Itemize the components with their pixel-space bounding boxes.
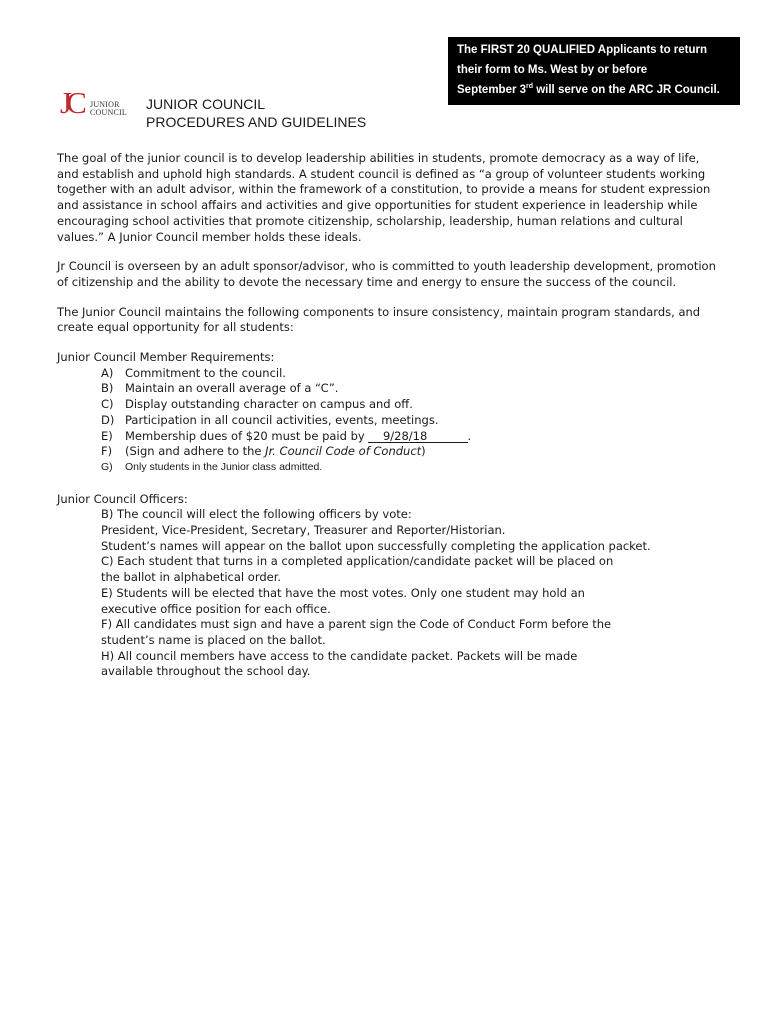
list-item: C) Display outstanding character on campus and off. bbox=[101, 397, 413, 412]
officers-line: B) The council will elect the following officers by vote: bbox=[101, 507, 412, 522]
officers-line: F) All candidates must sign and have a parent sign the Code of Conduct Form before the bbox=[101, 617, 612, 632]
requirements-list bbox=[57, 366, 722, 476]
intro-paragraph-sponsor: Jr Council is overseen by an adult sponsor/advisor, who is committed to youth leadership development, promotion of citizenship and the ability to devote the necessary time and energy to ensure the success of the council. bbox=[57, 259, 716, 289]
title-line-2: PROCEDURES AND GUIDELINES bbox=[146, 114, 367, 130]
junior-council-logo bbox=[60, 85, 128, 122]
logo-word-junior: JUNIOR bbox=[90, 100, 120, 109]
officers-line: C) Each student that turns in a completed application/candidate packet will be placed on bbox=[101, 554, 614, 569]
officers-line: President, Vice-President, Secretary, Treasurer and Reporter/Historian. bbox=[101, 523, 506, 538]
notice-line-2: their form to Ms. West by or before bbox=[457, 64, 648, 76]
intro-paragraph-components: The Junior Council maintains the following components to insure consistency, maintain program standards, and create equal opportunity for all students: bbox=[57, 304, 701, 335]
list-item: D) Participation in all council activities, events, meetings. bbox=[101, 412, 439, 427]
dues-date-blank: 9/28/18 bbox=[368, 428, 468, 443]
intro-paragraph-goal: The goal of the junior council is to develop leadership abilities in students, promote democracy as a way of life, and establish and uphold high standards. A student council is defined as “a group of volunteer students working together with an adult advisor, within the framework of a constitution, to provide a means for student expression and assistance in school affairs and activities and give opportunities for student experience in leadership while encouraging school activities that promote citizenship, scholarship, leadership, human relations and cultural values.” A Junior Council member holds these ideals. bbox=[57, 151, 711, 244]
officers-section bbox=[57, 507, 722, 680]
list-item: A) Commitment to the council. bbox=[101, 365, 286, 380]
officers-line: Student’s names will appear on the ballot upon successfully completing the application packet. bbox=[101, 538, 651, 553]
list-item: B) Maintain an overall average of a “C”. bbox=[101, 381, 339, 396]
requirements-heading: Junior Council Member Requirements: bbox=[57, 350, 275, 365]
officers-heading: Junior Council Officers: bbox=[57, 491, 188, 506]
logo-mark: JC bbox=[60, 85, 81, 120]
list-item: G) Only students in the Junior class admitted. bbox=[101, 460, 323, 473]
list-item: F) (Sign and adhere to the Jr. Council Code of Conduct) bbox=[101, 444, 426, 459]
officers-line: the ballot in alphabetical order. bbox=[101, 570, 282, 585]
list-item: E) Membership dues of $20 must be paid by 9/28/18 . bbox=[101, 428, 472, 443]
logo-word-council: COUNCIL bbox=[90, 108, 127, 117]
officers-line: H) All council members have access to the candidate packet. Packets will be made bbox=[101, 648, 578, 663]
officers-line: student’s name is placed on the ballot. bbox=[101, 632, 326, 647]
notice-line-3: September 3rd will serve on the ARC JR Council. bbox=[457, 83, 720, 96]
officers-line: executive office position for each office. bbox=[101, 601, 331, 616]
document-body bbox=[57, 151, 722, 680]
title-line-1: JUNIOR COUNCIL bbox=[146, 96, 266, 112]
deadline-notice-box bbox=[448, 37, 740, 105]
officers-line: available throughout the school day. bbox=[101, 664, 311, 679]
notice-line-1: The FIRST 20 QUALIFIED Applicants to return bbox=[457, 44, 708, 56]
document-title bbox=[146, 95, 366, 131]
officers-line: E) Students will be elected that have the most votes. Only one student may hold an bbox=[101, 585, 585, 600]
